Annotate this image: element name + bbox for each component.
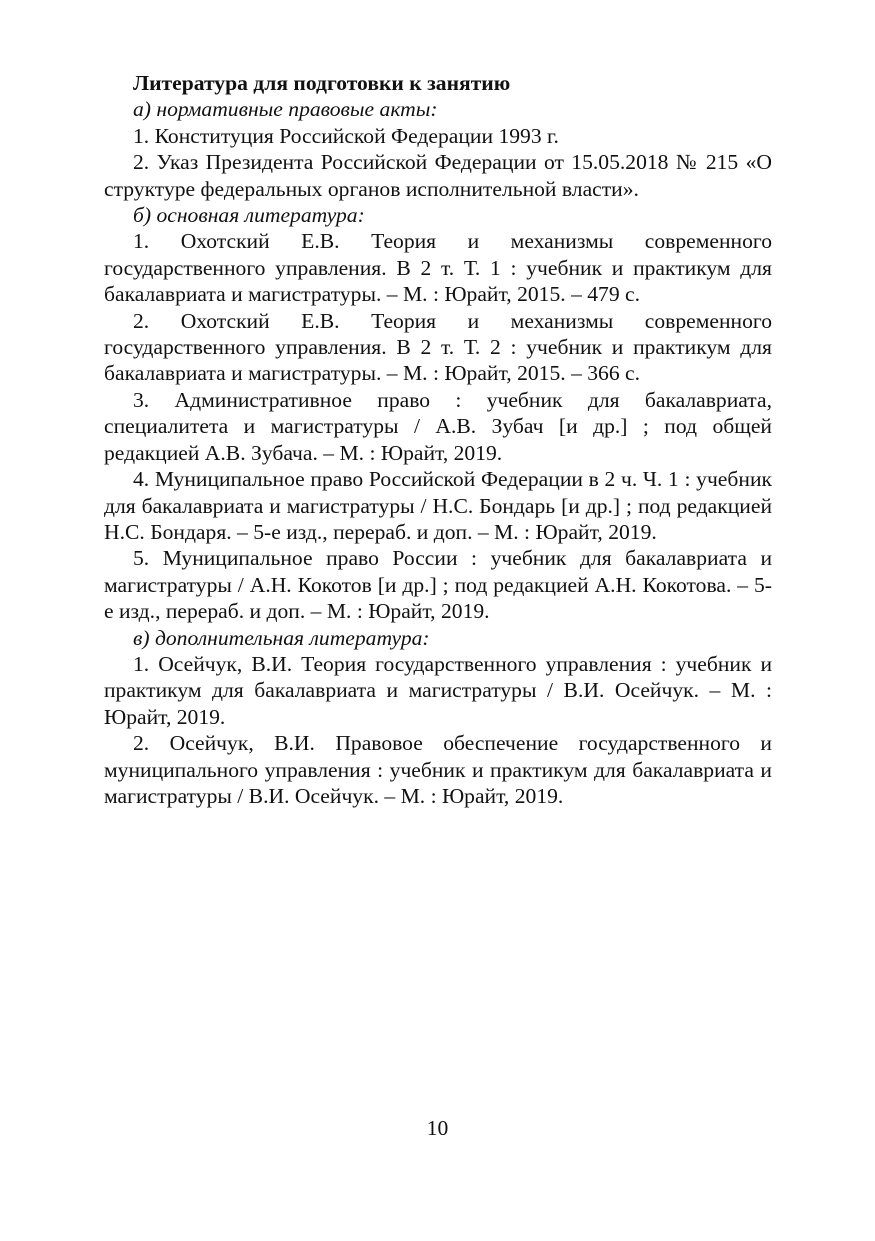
list-item: 2. Указ Президента Российской Федерации от 15.05.2018 № 215 «О структуре федеральных органов исполнительной власти». xyxy=(104,150,772,201)
section-heading-additional-literature: в) дополнительная литература: xyxy=(133,625,430,650)
section-heading-normative-acts: а) нормативные правовые акты: xyxy=(133,97,438,122)
document-body xyxy=(104,70,772,809)
list-item: 4. Муниципальное право Российской Федерации в 2 ч. Ч. 1 : учебник для бакалавриата и магистратуры / Н.С. Бондарь [и др.] ; под редакцией Н.С. Бондаря. – 5-е изд., перераб. и доп. – М. : Юрайт, 2019. xyxy=(104,467,772,544)
list-item: 3. Административное право : учебник для бакалавриата, специалитета и магистратуры / А.В. Зубач [и др.] ; под общей редакцией А.В. Зубача. – М. : Юрайт, 2019. xyxy=(104,387,772,465)
list-item: 1. Охотский Е.В. Теория и механизмы современного государственного управления. В 2 т. Т. 1 : учебник и практикум для бакалавриата и магистратуры. – М. : Юрайт, 2015. – 479 с. xyxy=(104,229,772,307)
page-title: Литература для подготовки к занятию xyxy=(133,71,511,95)
list-item: 2. Осейчук, В.И. Правовое обеспечение государственного и муниципального управления : учебник и практикум для бакалавриата и магистратуры / В.И. Осейчук. – М. : Юрайт, 2019. xyxy=(104,731,772,808)
section-heading-main-literature: б) основная литература: xyxy=(133,203,365,228)
page-number: 10 xyxy=(426,1116,449,1140)
list-item: 5. Муниципальное право России : учебник для бакалавриата и магистратуры / А.Н. Кокотов [и др.] ; под редакцией А.Н. Кокотова. – 5-е изд., перераб. и доп. – М. : Юрайт, 2019. xyxy=(104,546,772,624)
list-item: 1. Конституция Российской Федерации 1993 г. xyxy=(133,123,559,148)
list-item: 2. Охотский Е.В. Теория и механизмы современного государственного управления. В 2 т. Т. 2 : учебник и практикум для бакалавриата и магистратуры. – М. : Юрайт, 2015. – 366 с. xyxy=(104,308,772,386)
list-item: 1. Осейчук, В.И. Теория государственного управления : учебник и практикум для бакалавриата и магистратуры / В.И. Осейчук. – М. : Юрайт, 2019. xyxy=(104,651,772,729)
